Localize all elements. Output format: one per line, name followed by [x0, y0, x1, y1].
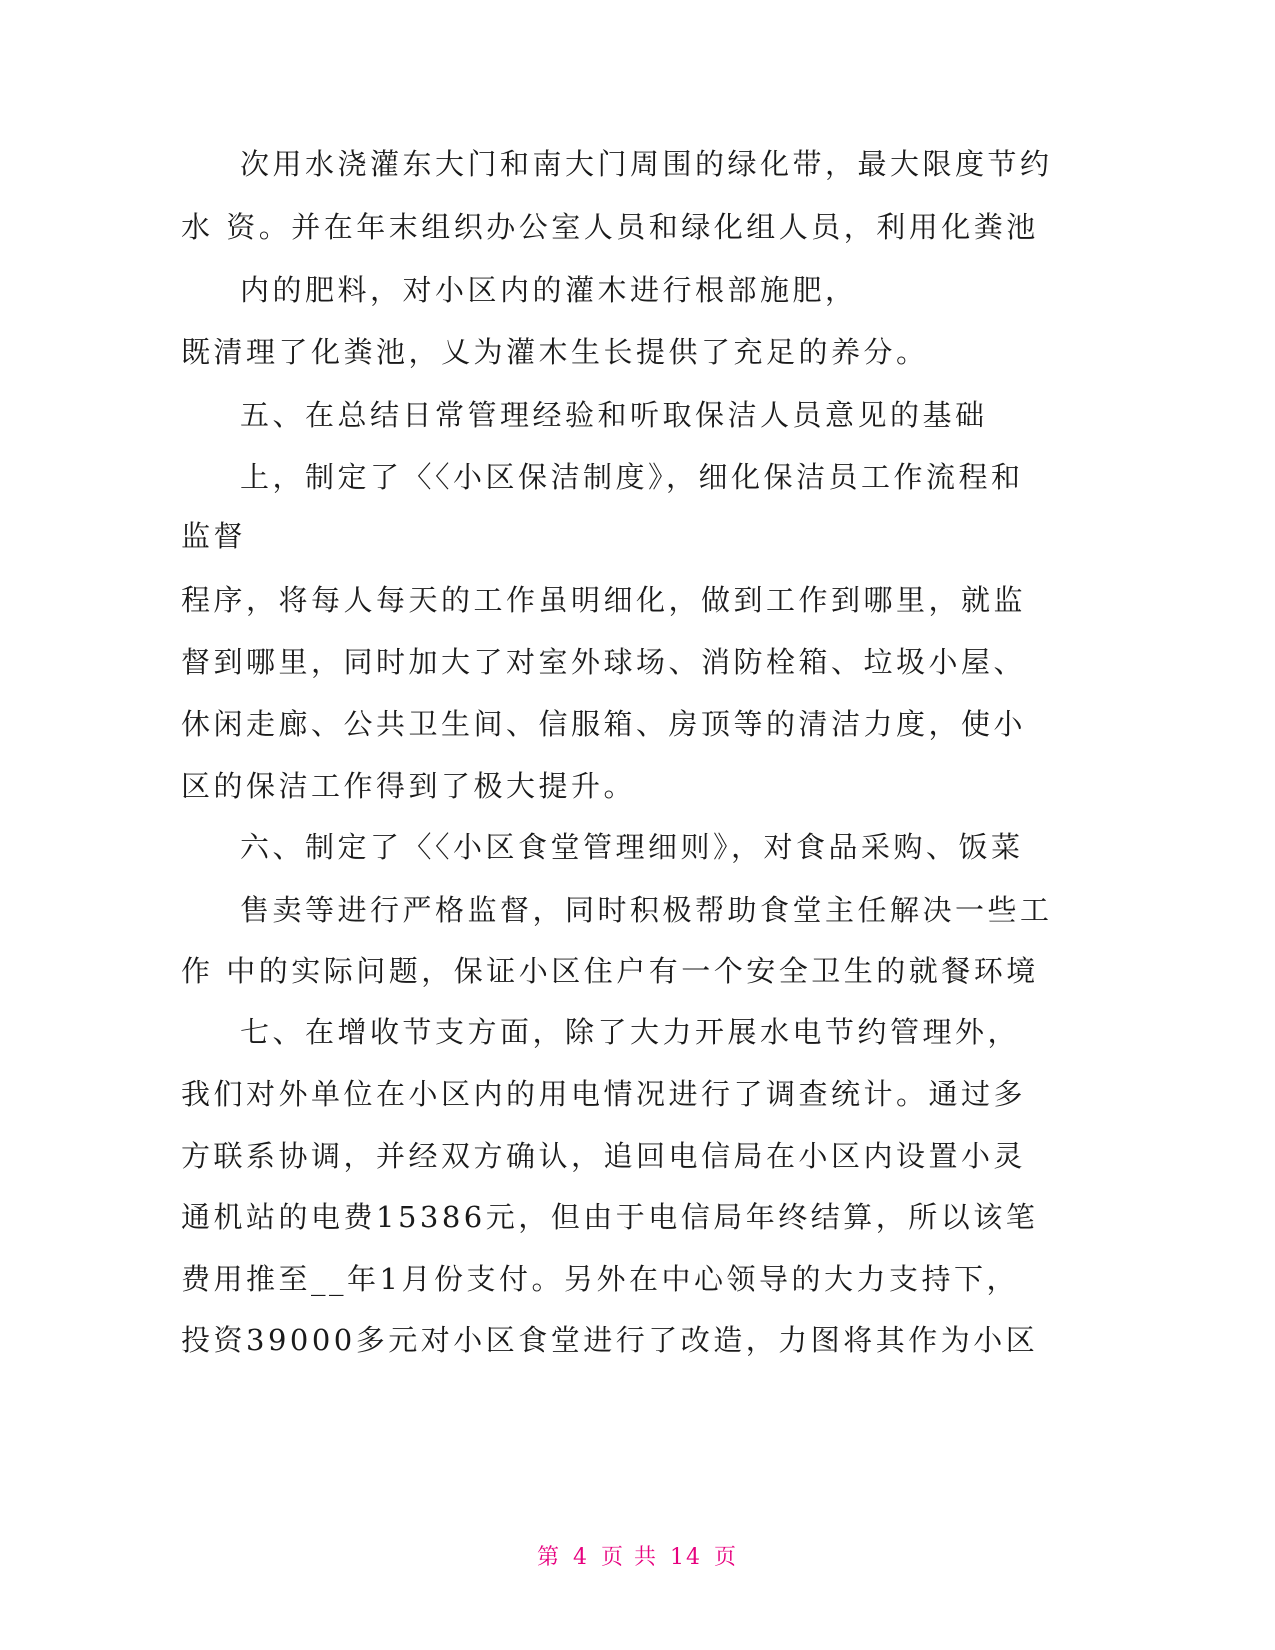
text-line: 五、在总结日常管理经验和听取保洁人员意见的基础 — [240, 398, 988, 432]
text-line: 次用水浇灌东大门和南大门周围的绿化带，最大限度节约 — [240, 147, 1053, 181]
text-line: 区的保洁工作得到了极大提升。 — [181, 769, 637, 803]
footer-middle: 页 共 — [601, 1545, 658, 1570]
text-line: 方联系协调，并经双方确认，追回电信局在小区内设置小灵 — [181, 1139, 1027, 1173]
footer-page-number: 4 — [573, 1545, 589, 1570]
text-line: 水 资。并在年末组织办公室人员和绿化组人员，利用化粪池 — [181, 210, 1039, 244]
text-line: 作 中的实际问题，保证小区住户有一个安全卫生的就餐环境 — [181, 954, 1039, 988]
text-line: 费用推至__年1月份支付。另外在中心领导的大力支持下， — [181, 1262, 1019, 1296]
text-line: 监督 — [181, 519, 247, 553]
text-line: 内的肥料，对小区内的灌木进行根部施肥， — [240, 273, 858, 307]
text-line: 投资39000多元对小区食堂进行了改造，力图将其作为小区 — [181, 1323, 1039, 1357]
text-line: 售卖等进行严格监督，同时积极帮助食堂主任解决一些工 — [240, 893, 1053, 927]
text-line: 既清理了化粪池，乂为灌木生长提供了充足的养分。 — [181, 335, 929, 369]
footer-suffix: 页 — [714, 1545, 739, 1570]
page-footer — [0, 1540, 1275, 1571]
footer-prefix: 第 — [536, 1545, 561, 1570]
text-line: 六、制定了〈〈小区食堂管理细则》，对食品采购、饭菜 — [240, 830, 1024, 864]
text-line: 我们对外单位在小区内的用电情况进行了调查统计。通过多 — [181, 1077, 1027, 1111]
footer-total-pages: 14 — [670, 1545, 702, 1570]
text-line: 督到哪里，同时加大了对室外球场、消防栓箱、垃圾小屋、 — [181, 645, 1027, 679]
text-line: 程序，将每人每天的工作虽明细化，做到工作到哪里，就监 — [181, 583, 1027, 617]
text-line: 通机站的电费15386元，但由于电信局年终结算，所以该笔 — [181, 1200, 1039, 1234]
text-line: 休闲走廊、公共卫生间、信服箱、房顶等的清洁力度，使小 — [181, 707, 1027, 741]
text-line: 上，制定了〈〈小区保洁制度》，细化保洁员工作流程和 — [240, 460, 1024, 494]
text-line: 七、在增收节支方面，除了大力开展水电节约管理外， — [240, 1015, 1021, 1049]
